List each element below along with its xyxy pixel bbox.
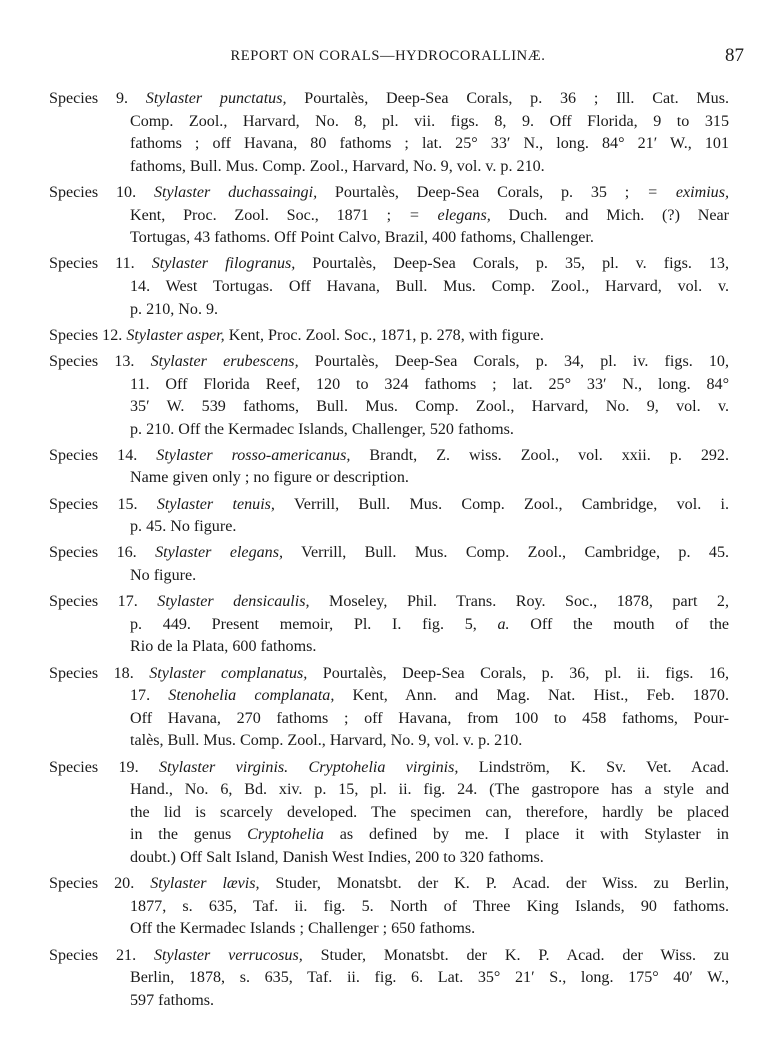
species-label: Species 16. bbox=[49, 544, 156, 562]
species-entry bbox=[49, 182, 729, 250]
citation-text: the lid is scarcely developed. The specimen can, therefore, hardly be placed bbox=[130, 803, 729, 821]
species-list bbox=[49, 88, 729, 1016]
citation-text: Kent, Proc. Zool. Soc., 1871 ; bbox=[130, 206, 392, 224]
entry-line bbox=[49, 542, 729, 565]
species-label: Species 12. bbox=[49, 326, 127, 344]
species-entry bbox=[49, 88, 729, 178]
species-entry bbox=[49, 445, 729, 490]
citation-text: Studer, Monatsbt. der K. P. Acad. der Wiss. zu bbox=[302, 946, 729, 964]
species-label: Species 13. bbox=[49, 352, 151, 370]
entry-line bbox=[49, 779, 729, 802]
species-name: Stylaster erubescens, bbox=[150, 352, 299, 370]
citation-text: p. 45. No figure. bbox=[130, 518, 237, 536]
entry-line bbox=[49, 757, 729, 780]
entry-line bbox=[49, 967, 729, 990]
entry-line bbox=[49, 591, 729, 614]
citation-text: Off Havana, 270 fathoms ; off Havana, from 100 to 458 fathoms, Pour- bbox=[130, 709, 729, 727]
citation-text: doubt.) Off Salt Island, Danish West Indies, 200 to 320 fathoms. bbox=[130, 848, 544, 866]
entry-line bbox=[49, 133, 729, 156]
entry-line bbox=[49, 685, 729, 708]
entry-line bbox=[49, 516, 729, 539]
entry-line bbox=[49, 325, 729, 348]
citation-text: Lindström, K. Sv. Vet. Acad. bbox=[458, 758, 729, 776]
citation-text: Pourtalès, Deep-Sea Corals, p. 34, pl. iv. figs. 10, bbox=[298, 352, 729, 370]
entry-line bbox=[49, 276, 729, 299]
entry-line bbox=[49, 990, 729, 1013]
running-head-title: REPORT ON CORALS—HYDROCORALLINÆ. bbox=[230, 48, 546, 64]
citation-text: as defined by me. I place it with Stylaster in bbox=[323, 826, 729, 844]
entry-line bbox=[49, 730, 729, 753]
citation-text: Off the mouth of the bbox=[509, 615, 729, 633]
entry-line bbox=[49, 351, 729, 374]
synonym-name: = eximius, bbox=[629, 183, 729, 201]
species-entry bbox=[49, 494, 729, 539]
species-name: Stylaster tenuis, bbox=[156, 495, 275, 513]
entry-line bbox=[49, 445, 729, 468]
species-name: Stylaster densicaulis, bbox=[157, 593, 310, 611]
entry-line bbox=[49, 896, 729, 919]
entry-line bbox=[49, 182, 729, 205]
citation-text: No figure. bbox=[130, 567, 197, 585]
citation-text: p. 210, No. 9. bbox=[130, 300, 219, 318]
citation-text: Verrill, Bull. Mus. Comp. Zool., Cambridge, p. 45. bbox=[283, 544, 729, 562]
citation-text: Hand., No. 6, Bd. xiv. p. 15, pl. ii. fig. 24. (The gastropore has a style and bbox=[130, 781, 729, 799]
entry-line bbox=[49, 636, 729, 659]
citation-text: 14. West Tortugas. Off Havana, Bull. Mus. Comp. Zool., Harvard, vol. v. bbox=[130, 277, 729, 295]
species-entry bbox=[49, 945, 729, 1013]
species-name: Stylaster rosso-americanus, bbox=[156, 446, 351, 464]
citation-text: Studer, Monatsbt. der K. P. Acad. der Wiss. zu Berlin, bbox=[259, 875, 729, 893]
italic-term: a. bbox=[476, 615, 510, 633]
entry-line bbox=[49, 374, 729, 397]
citation-text: Pourtalès, Deep-Sea Corals, p. 36 ; Ill. Cat. Mus. bbox=[286, 90, 729, 107]
entry-line bbox=[49, 227, 729, 250]
citation-text: talès, Bull. Mus. Comp. Zool., Harvard, No. 9, vol. v. p. 210. bbox=[130, 732, 523, 750]
species-label: Species 18. bbox=[49, 664, 150, 682]
species-name: Stylaster duchassaingi, bbox=[153, 183, 318, 201]
species-entry bbox=[49, 542, 729, 587]
entry-line bbox=[49, 614, 729, 637]
species-entry bbox=[49, 591, 729, 659]
entry-line bbox=[49, 111, 729, 134]
citation-text: Moseley, Phil. Trans. Roy. Soc., 1878, part 2, bbox=[309, 593, 729, 611]
species-name: Stylaster verrucosus, bbox=[153, 946, 303, 964]
species-name: Stylaster elegans, bbox=[155, 544, 284, 562]
citation-text: Tortugas, 43 fathoms. Off Point Calvo, Brazil, 400 fathoms, Challenger. bbox=[130, 229, 594, 247]
citation-text: Comp. Zool., Harvard, No. 8, pl. vii. figs. 8, 9. Off Florida, 9 to 315 bbox=[130, 112, 729, 130]
citation-text: 17. bbox=[130, 687, 151, 705]
species-entry bbox=[49, 253, 729, 321]
citation-text: 11. Off Florida Reef, 120 to 324 fathoms ; lat. 25° 33′ N., long. 84° bbox=[130, 375, 729, 393]
entry-line bbox=[49, 253, 729, 276]
page-number: 87 bbox=[725, 45, 744, 66]
species-name: Stylaster virginis. bbox=[158, 758, 289, 776]
entry-line bbox=[49, 945, 729, 968]
citation-text: fathoms ; off Havana, 80 fathoms ; lat. 25° 33′ N., long. 84° 21′ W., 101 bbox=[130, 135, 729, 153]
citation-text: p. 210. Off the Kermadec Islands, Challenger, 520 fathoms. bbox=[130, 420, 514, 438]
entry-line bbox=[49, 205, 729, 228]
species-label: Species 19. bbox=[49, 758, 159, 776]
synonym-name: Cryptohelia virginis, bbox=[288, 758, 459, 776]
entry-line bbox=[49, 299, 729, 322]
citation-text: fathoms, Bull. Mus. Comp. Zool., Harvard, No. 9, vol. v. p. 210. bbox=[130, 157, 545, 175]
species-entry bbox=[49, 325, 729, 348]
species-label: Species 21. bbox=[49, 946, 154, 964]
italic-term: = elegans, bbox=[391, 206, 491, 224]
citation-text: 597 fathoms. bbox=[130, 991, 215, 1009]
entry-line bbox=[49, 918, 729, 941]
citation-text: in the genus bbox=[130, 826, 232, 844]
entry-line bbox=[49, 824, 729, 847]
species-label: Species 9. bbox=[49, 90, 146, 107]
species-entry bbox=[49, 873, 729, 941]
species-name: Stylaster lævis, bbox=[150, 875, 260, 893]
entry-line bbox=[49, 156, 729, 179]
citation-text: Duch. and Mich. (?) Near bbox=[490, 206, 729, 224]
citation-text: Pourtalès, Deep-Sea Corals, p. 35, pl. v. figs. 13, bbox=[295, 255, 729, 273]
citation-text: 35′ W. 539 fathoms, Bull. Mus. Comp. Zool., Harvard, No. 9, vol. v. bbox=[130, 398, 729, 416]
species-name: Stylaster asper, bbox=[126, 326, 225, 344]
entry-line bbox=[49, 494, 729, 517]
citation-text: Verrill, Bull. Mus. Comp. Zool., Cambridge, vol. i. bbox=[274, 495, 729, 513]
italic-term: Stenohelia complanata, bbox=[150, 687, 335, 705]
citation-text: Kent, Ann. and Mag. Nat. Hist., Feb. 1870. bbox=[334, 687, 729, 705]
entry-line bbox=[49, 873, 729, 896]
entry-line bbox=[49, 663, 729, 686]
entry-line bbox=[49, 396, 729, 419]
citation-text: Name given only ; no figure or description. bbox=[130, 469, 409, 487]
entry-line bbox=[49, 467, 729, 490]
citation-text: Berlin, 1878, s. 635, Taf. ii. fig. 6. Lat. 35° 21′ S., long. 175° 40′ W., bbox=[130, 969, 729, 987]
species-label: Species 10. bbox=[49, 183, 154, 201]
species-label: Species 15. bbox=[49, 495, 157, 513]
citation-text: 1877, s. 635, Taf. ii. fig. 5. North of Three King Islands, 90 fathoms. bbox=[130, 897, 729, 915]
species-name: Stylaster filogranus, bbox=[151, 255, 296, 273]
species-name: Stylaster punctatus, bbox=[145, 90, 287, 107]
species-label: Species 20. bbox=[49, 875, 151, 893]
species-name: Stylaster complanatus, bbox=[149, 664, 308, 682]
entry-line bbox=[49, 88, 729, 111]
species-label: Species 14. bbox=[49, 446, 157, 464]
species-label: Species 17. bbox=[49, 593, 158, 611]
citation-text: Pourtalès, Deep-Sea Corals, p. 35 ; bbox=[317, 183, 630, 201]
entry-line bbox=[49, 847, 729, 870]
citation-text: Kent, Proc. Zool. Soc., 1871, p. 278, with figure. bbox=[224, 326, 544, 344]
citation-text: Rio de la Plata, 600 fathoms. bbox=[130, 638, 317, 656]
entry-line bbox=[49, 708, 729, 731]
species-label: Species 11. bbox=[49, 255, 152, 273]
running-head bbox=[0, 46, 776, 70]
citation-text: Off the Kermadec Islands ; Challenger ; 650 fathoms. bbox=[130, 920, 476, 938]
entry-line bbox=[49, 565, 729, 588]
italic-term: Cryptohelia bbox=[231, 826, 324, 844]
citation-text: Brandt, Z. wiss. Zool., vol. xxii. p. 292. bbox=[350, 446, 729, 464]
entry-line bbox=[49, 419, 729, 442]
entry-line bbox=[49, 802, 729, 825]
citation-text: p. 449. Present memoir, Pl. I. fig. 5, bbox=[130, 615, 477, 633]
species-entry bbox=[49, 757, 729, 870]
species-entry bbox=[49, 351, 729, 441]
citation-text: Pourtalès, Deep-Sea Corals, p. 36, pl. ii. figs. 16, bbox=[307, 664, 729, 682]
species-entry bbox=[49, 663, 729, 753]
